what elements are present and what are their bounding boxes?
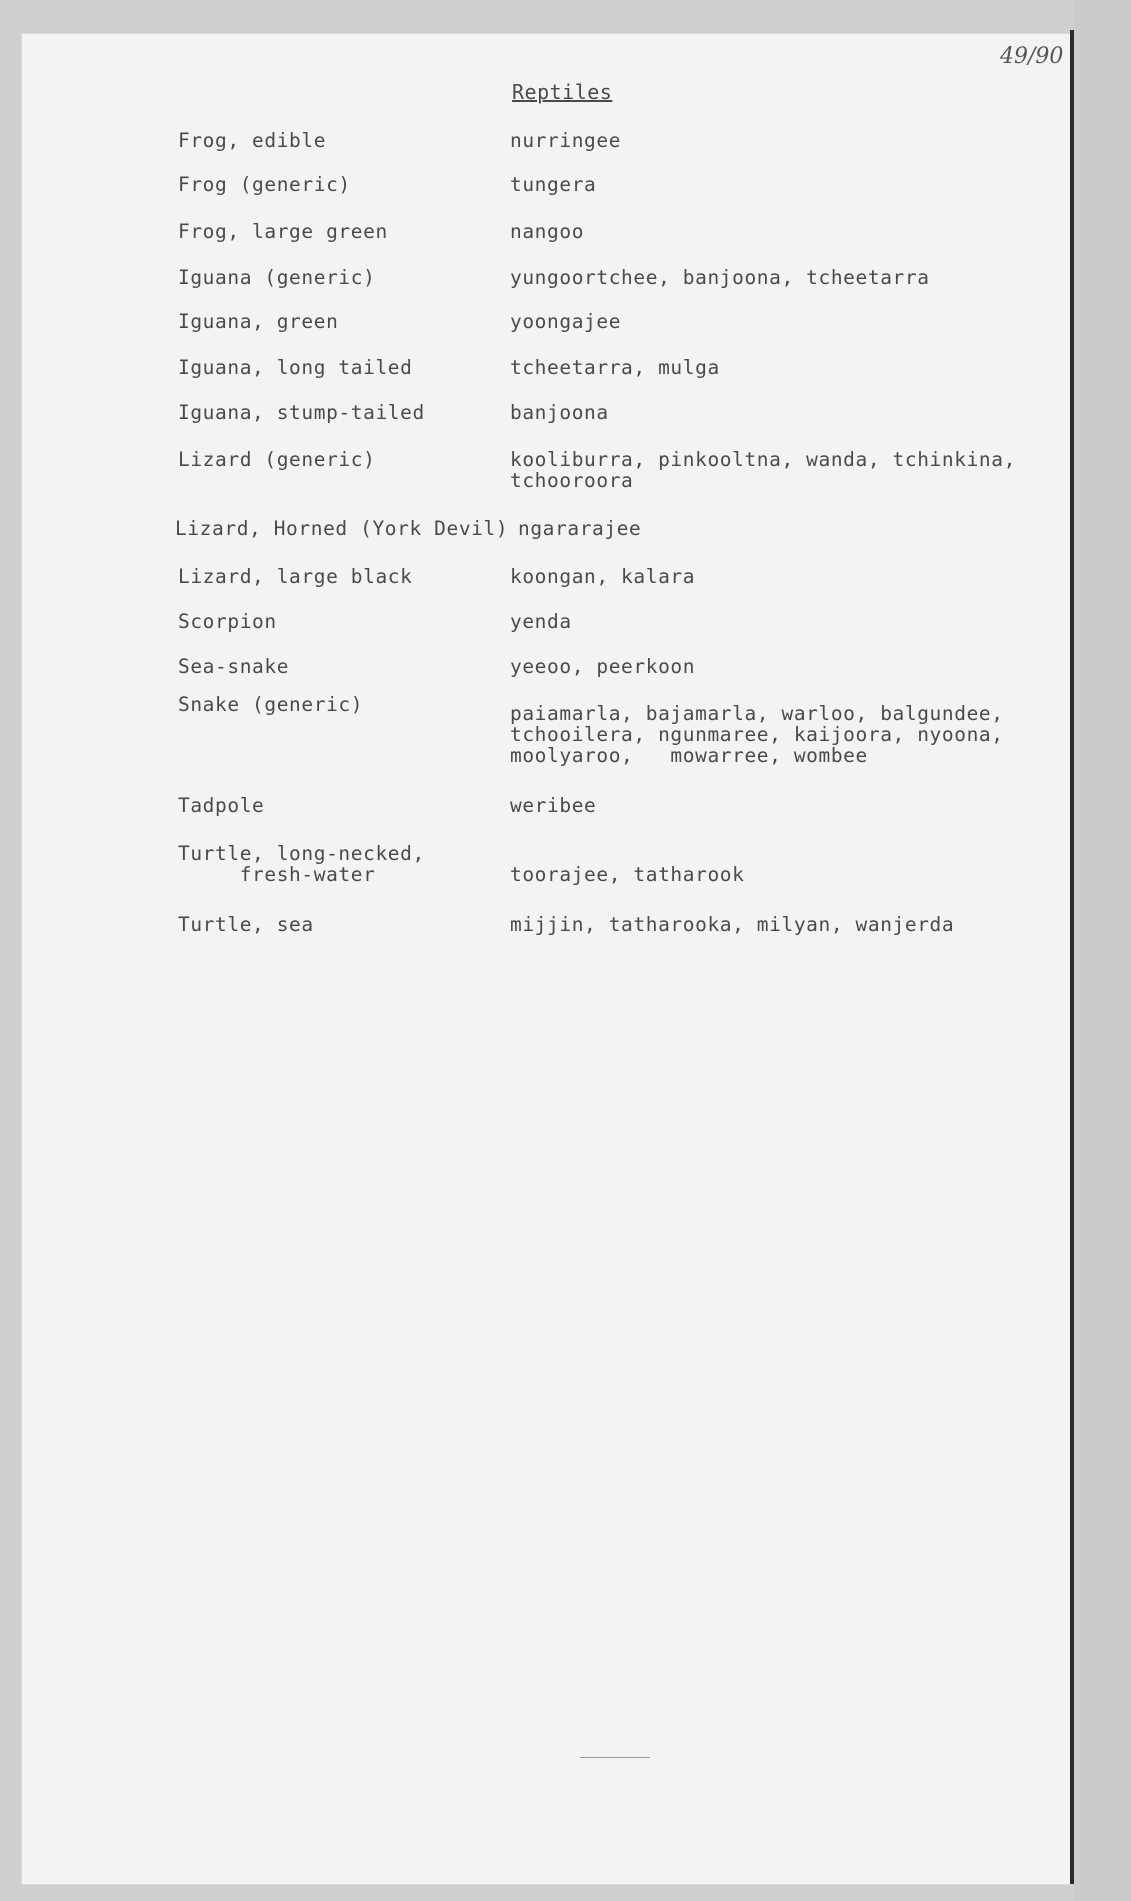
entry-term: Frog, large green	[178, 220, 388, 243]
entry-term: Iguana, stump-tailed	[178, 401, 425, 424]
entry-term: Scorpion	[178, 610, 277, 633]
entry-native: yenda	[510, 610, 572, 633]
entry-native: nangoo	[510, 220, 585, 243]
entry-native: paiamarla, bajamarla, warloo, balgundee, tchooilera, ngunmaree, kaijoora, nyoona, moolyaroo, mowarree, wombee	[510, 702, 1004, 767]
scan-margin	[1074, 0, 1131, 1901]
entry-term: Lizard, Horned (York Devil)	[175, 517, 509, 540]
entry-term: Lizard (generic)	[178, 448, 376, 471]
sheet-edge	[1070, 30, 1074, 1884]
entry-native: mijjin, tatharooka, milyan, wanjerda	[510, 913, 955, 936]
entry-native: ngararajee	[518, 517, 642, 540]
entry-term: Iguana, green	[178, 310, 339, 333]
entry-term: Lizard, large black	[178, 565, 413, 588]
folio-number: 49/90	[1000, 44, 1064, 69]
entry-term: Turtle, long-necked, fresh-water	[178, 842, 425, 886]
entry-native: tungera	[510, 173, 597, 196]
paper-mark	[580, 1757, 650, 1758]
entry-term: Frog (generic)	[178, 173, 351, 196]
entry-term: Sea-snake	[178, 655, 290, 678]
entry-native: yoongajee	[510, 310, 622, 333]
entry-term: Iguana, long tailed	[178, 356, 413, 379]
entry-term: Turtle, sea	[178, 913, 314, 936]
entry-native: toorajee, tatharook	[510, 863, 745, 886]
entry-native: koongan, kalara	[510, 565, 696, 588]
entry-term: Frog, edible	[178, 129, 327, 152]
entry-native: yungoortchee, banjoona, tcheetarra	[510, 266, 930, 289]
entry-native: kooliburra, pinkooltna, wanda, tchinkina, tchooroora	[510, 448, 1016, 492]
section-heading: Reptiles	[512, 80, 613, 104]
entry-native: nurringee	[510, 129, 622, 152]
entry-term: Snake (generic)	[178, 693, 364, 716]
entry-native: banjoona	[510, 401, 609, 424]
entry-native: tcheetarra, mulga	[510, 356, 720, 379]
entry-native: yeeoo, peerkoon	[510, 655, 696, 678]
entry-native: weribee	[510, 794, 597, 817]
entry-term: Tadpole	[178, 794, 265, 817]
entry-term: Iguana (generic)	[178, 266, 376, 289]
